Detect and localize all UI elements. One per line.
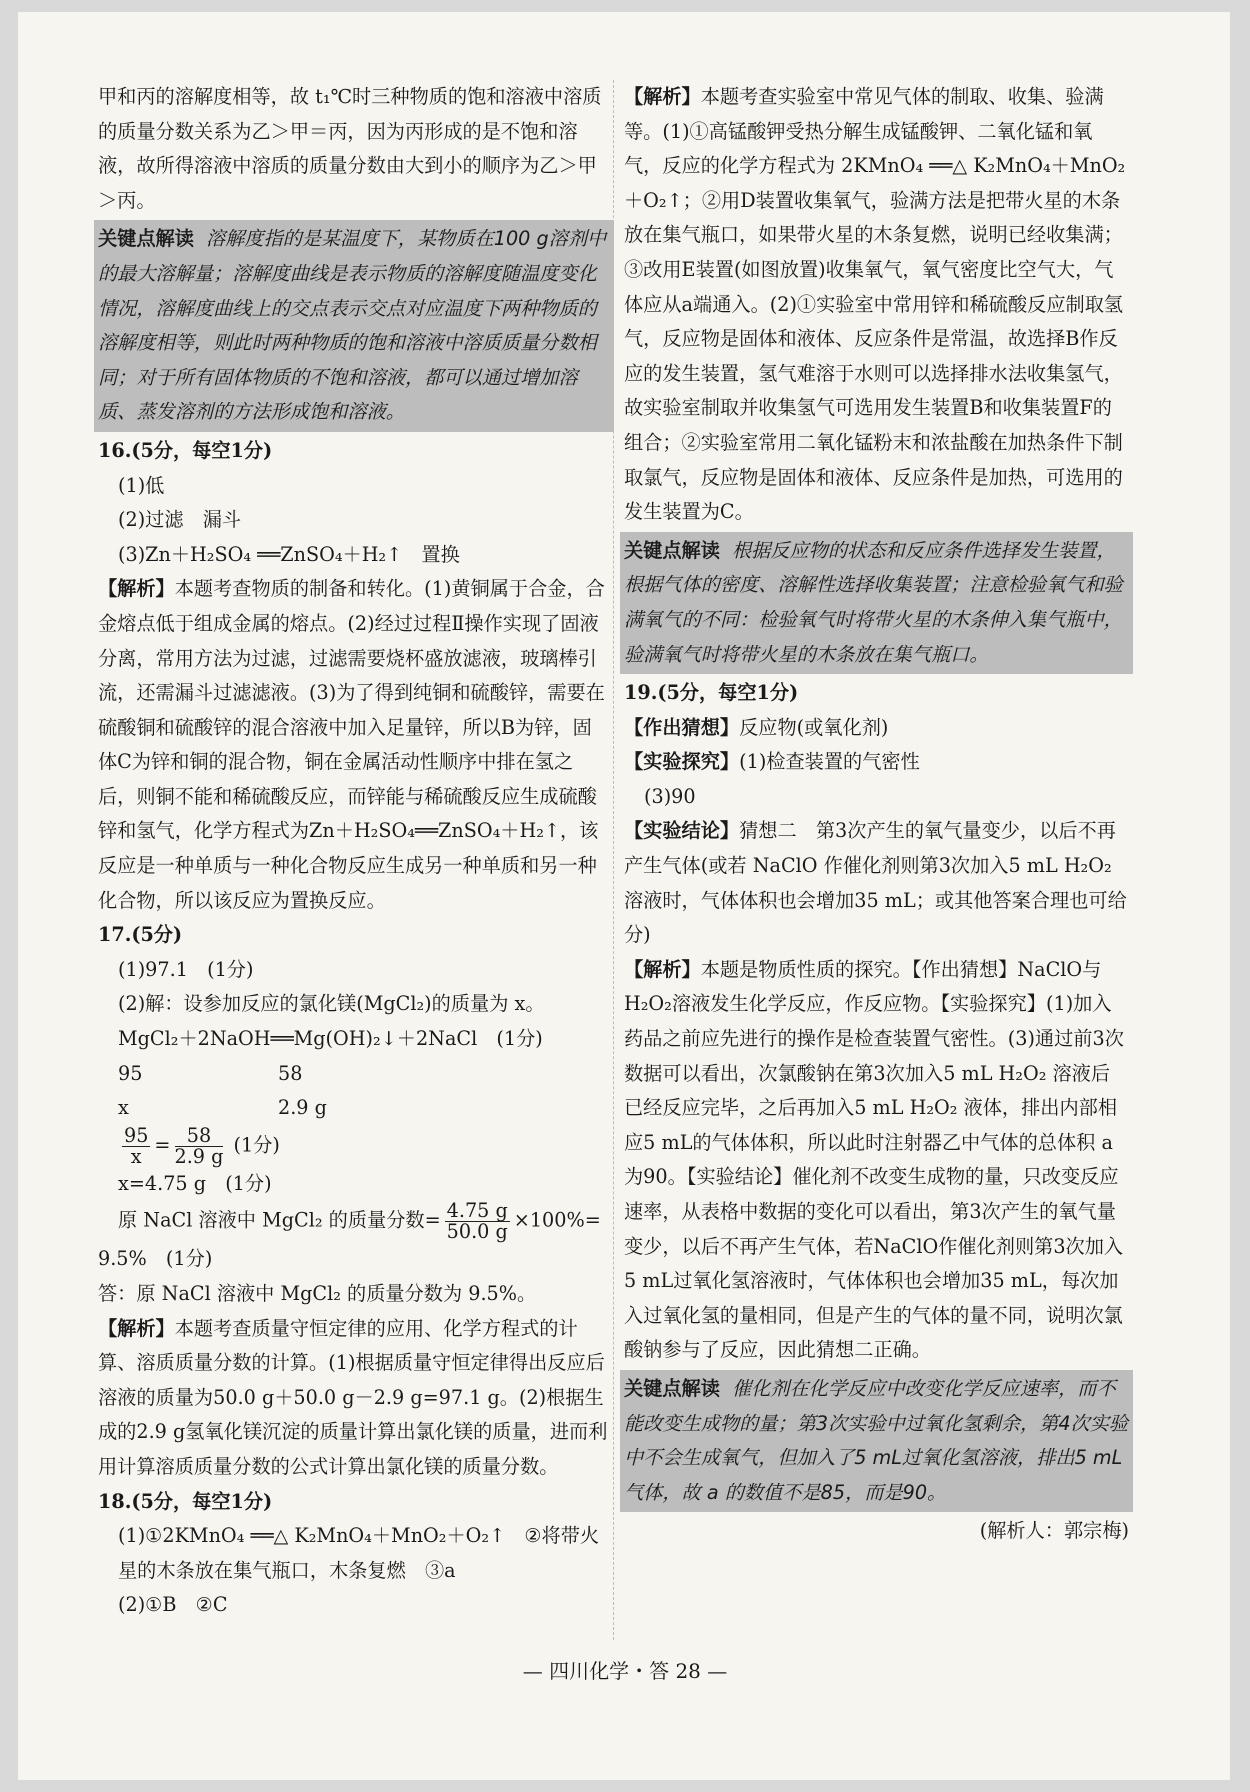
- ratio-line: [98, 1057, 610, 1092]
- analysis-label: 【解析】: [624, 957, 701, 981]
- key-point-box: [94, 220, 614, 432]
- right-column: [624, 80, 1129, 1549]
- analysis-text: 本题是物质性质的探究。【作出猜想】NaClO与H₂O₂溶液发生化学反应，作反应物。【实验探究】(1)加入药品之前应先进行的操作是检查装置气密性。(3)通过前3次数据可以看出，次氯酸钠在第3次加入5 mL H₂O₂ 溶液后已经反应完毕，之后再加入5 mL H₂O₂ 液体，排出内部相应5 mL的气体体积，所以此时注射器乙中气体的总体积 a 为90。【实验结论】催化剂不改变生成物的量，只改变反应速率，从表格中数据的变化可以看出，第3次产生的氧气量变少，以后不再产生气体，若NaClO作催化剂则第3次加入5 mL过氧化氢溶液时，气体体积也会增加35 mL，每次加入过氧化氢的量相同，但是产生的气体的量不同，说明次氯酸钠参与了反应，因此猜想二正确。: [624, 957, 1124, 1362]
- analysis-text: 本题考查实验室中常见气体的制取、收集、验满等。(1)①高锰酸钾受热分解生成锰酸钾、二氧化锰和氧气，反应的化学方程式为 2KMnO₄ ══△ K₂MnO₄＋MnO₂＋O₂↑；②用D装置收集氧气，验满方法是把带火星的木条放在集气瓶口，如果带火星的木条复燃，说明已经收集满；③改用E装置(如图放置)收集氧气，氧气密度比空气大，气体应从a端通入。(2)①实验室中常用锌和稀硫酸反应制取氢气，反应物是固体和液体、反应条件是常温，故选择B作反应的发生装置，氢气难溶于水则可以选择排水法收集氢气，故实验室制取并收集氢气可选用发生装置B和收集装置F的组合；②实验室常用二氧化锰粉末和浓盐酸在加热条件下制取氯气，反应物是固体和液体、反应条件是加热，可选用的发生装置为C。: [624, 85, 1126, 524]
- analysis-text: 本题考查物质的制备和转化。(1)黄铜属于合金，合金熔点低于组成金属的熔点。(2)经过过程Ⅱ操作实现了固液分离，常用方法为过滤，过滤需要烧杯盛放滤液，玻璃棒引流，还需漏斗过滤滤液。(3)为了得到纯铜和硫酸锌，需要在硫酸铜和硫酸锌的混合溶液中加入足量锌，所以B为锌，固体C为锌和铜的混合物，铜在金属活动性顺序中排在氢之后，则铜不能和稀硫酸反应，而锌能与稀硫酸反应生成硫酸锌和氢气，化学方程式为Zn＋H₂SO₄══ZnSO₄＋H₂↑，该反应是一种单质与一种化合物反应生成另一种单质和另一种化合物，所以该反应为置换反应。: [98, 577, 605, 912]
- answer-line: [624, 814, 1129, 952]
- key-point-text: 催化剂在化学反应中改变化学反应速率，而不能改变生成物的量；第3次实验中过氧化氢剩余，第4次实验中不会生成氧气，但加入了5 mL过氧化氢溶液，排出5 mL气体，故 a 的数值不是85，而是90。: [624, 1376, 1129, 1504]
- equation-line: MgCl₂＋2NaOH══Mg(OH)₂↓＋2NaCl (1分): [118, 1027, 543, 1051]
- question-17-header: 17.(5分): [98, 923, 183, 947]
- answer-line: (3)90: [644, 784, 696, 808]
- analysis-label: 【解析】: [98, 1316, 175, 1340]
- answer-line: (2)解：设参加反应的氯化镁(MgCl₂)的质量为 x。: [118, 992, 545, 1016]
- ratio-line: [98, 1091, 610, 1126]
- answer-line: (3)Zn＋H₂SO₄ ══ZnSO₄＋H₂↑ 置换: [118, 542, 460, 566]
- key-point-box: [620, 532, 1133, 674]
- analysis-paragraph: [98, 572, 610, 918]
- analysis-paragraph: [624, 953, 1129, 1368]
- answer-line: (2)过滤 漏斗: [118, 508, 242, 532]
- answer-text: 猜想二 第3次产生的氧气量变少，以后不再产生气体(或若 NaClO 作催化剂则第3次加入5 mL H₂O₂ 溶液时，气体体积也会增加35 mL；或其他答案合理也可给分): [624, 819, 1127, 947]
- numerator: 95: [124, 1123, 149, 1147]
- key-point-title: 关键点解读: [624, 1376, 720, 1400]
- analysis-text: 本题考查质量守恒定律的应用、化学方程式的计算、溶质质量分数的计算。(1)根据质量守恒定律得出反应后溶液的质量为50.0 g＋50.0 g－2.9 g=97.1 g。(2)根据生成的2.9 g氢氧化镁沉淀的质量计算出氯化镁的质量，进而利用计算溶质质量分数的公式计算出氯化镁的质量分数。: [98, 1316, 608, 1478]
- fraction-line: $\frac{95}{x}$ = $\frac{58}{2.9 g}$ (1分): [124, 1123, 280, 1168]
- key-point-text: 根据反应物的状态和反应条件选择发生装置，根据气体的密度、溶解性选择收集装置；注意检验氧气和验满氧气的不同：检验氧气时将带火星的木条伸入集气瓶中，验满氧气时将带火星的木条放在集气瓶口。: [624, 538, 1123, 666]
- answer-line: 9.5% (1分): [98, 1247, 213, 1271]
- paragraph: 甲和丙的溶解度相等，故 t₁℃时三种物质的饱和溶液中溶质的质量分数关系为乙＞甲＝丙，因为丙形成的是不饱和溶液，故所得溶液中溶质的质量分数由大到小的顺序为乙＞甲＞丙。: [98, 85, 602, 212]
- ratio-value: 58: [278, 1061, 303, 1085]
- ratio-value: 2.9 g: [278, 1096, 327, 1120]
- percent-line: [98, 1201, 610, 1242]
- ratio-value: 95: [118, 1061, 143, 1085]
- key-point-box: [620, 1370, 1133, 1512]
- answer-label: 【作出猜想】: [624, 715, 740, 739]
- question-19-header: 19.(5分，每空1分): [624, 681, 799, 705]
- score: (1分): [233, 1133, 280, 1157]
- key-point-text: 溶解度指的是某温度下，某物质在100 g溶剂中的最大溶解量；溶解度曲线是表示物质的溶解度随温度变化情况，溶解度曲线上的交点表示交点对应温度下两种物质的溶解度相等，则此时两种物质的饱和溶液中溶质质量分数相同；对于所有固体物质的不饱和溶液，都可以通过增加溶质、蒸发溶剂的方法形成饱和溶液。: [98, 227, 607, 424]
- answer-line: (1)低: [118, 473, 165, 497]
- analysis-paragraph: [98, 1312, 610, 1485]
- percent-text: 原 NaCl 溶液中 MgCl₂ 的质量分数=: [118, 1208, 441, 1232]
- key-point-title: 关键点解读: [624, 538, 720, 562]
- page-footer: — 四川化学・答 28 —: [522, 1659, 728, 1683]
- answer-line: (2)①B ②C: [118, 1593, 228, 1617]
- answer-line: 答：原 NaCl 溶液中 MgCl₂ 的质量分数为 9.5%。: [98, 1282, 537, 1305]
- question-18-header: 18.(5分，每空1分): [98, 1489, 273, 1513]
- answer-line: x=4.75 g (1分): [118, 1171, 272, 1195]
- answer-label: 【实验探究】: [624, 750, 740, 774]
- numerator: 58: [175, 1126, 224, 1147]
- analysis-label: 【解析】: [624, 85, 701, 108]
- denominator: x: [130, 1144, 142, 1168]
- answer-line: (1)①2KMnO₄ ══△ K₂MnO₄＋MnO₂＋O₂↑ ②将带火星的木条放在集气瓶口，木条复燃 ③a: [118, 1524, 600, 1582]
- answer-text: 反应物(或氧化剂): [739, 715, 889, 739]
- answer-line: [624, 711, 1129, 746]
- fraction: [445, 1201, 510, 1242]
- key-point-title: 关键点解读: [98, 227, 194, 251]
- answer-line: [624, 745, 1129, 780]
- ratio-value: x: [118, 1096, 129, 1120]
- fraction: [122, 1123, 150, 1168]
- analysis-paragraph: [624, 80, 1129, 530]
- answer-text: (1)检查装置的气密性: [739, 750, 920, 774]
- fraction: [174, 1123, 224, 1168]
- percent-text: ×100%=: [513, 1208, 601, 1232]
- analyst-credit: (解析人：郭宗梅): [979, 1519, 1129, 1543]
- answer-label: 【实验结论】: [624, 819, 740, 843]
- analysis-label: 【解析】: [98, 577, 175, 601]
- left-column: [98, 80, 610, 1623]
- numerator: 4.75 g: [446, 1199, 508, 1223]
- answer-line: (1)97.1 (1分): [118, 957, 254, 981]
- denominator: 50.0 g: [446, 1220, 508, 1244]
- denominator: 2.9 g: [174, 1144, 224, 1168]
- question-16-header: 16.(5分，每空1分): [98, 438, 273, 462]
